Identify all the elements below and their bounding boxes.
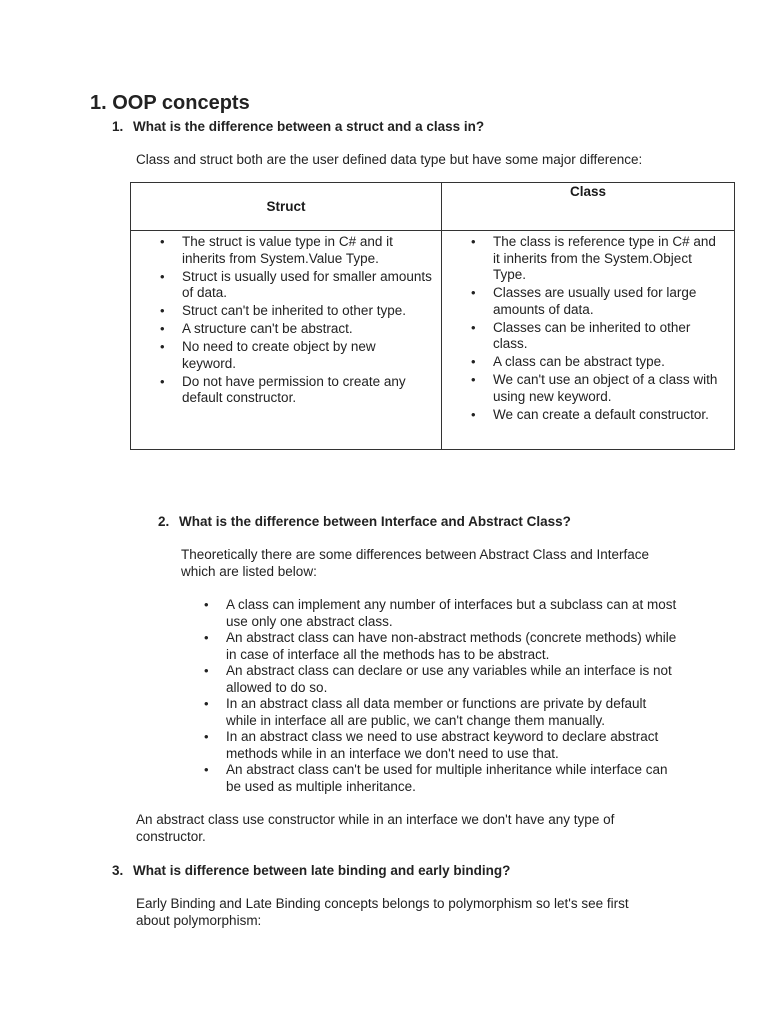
section-heading [90, 92, 250, 115]
question-1-number: 1. [112, 119, 124, 134]
list-item: • The struct is value type in C# and it inherits from System.Value Type. [182, 234, 433, 267]
question-1-intro: Class and struct both are the user defined data type but have some major difference: [136, 152, 643, 167]
list-item: • In an abstract class we need to use abstract keyword to declare abstract methods while in an interface we don't need to use that. [226, 729, 678, 762]
list-item: • A class can be abstract type. [493, 354, 726, 371]
list-item: • We can create a default constructor. [493, 407, 726, 424]
list-item: • The class is reference type in C# and it inherits from the System.Object Type. [493, 234, 726, 284]
list-item: • Struct can't be inherited to other type. [182, 303, 433, 320]
question-1-title: What is the difference between a struct and a class in? [133, 119, 485, 134]
struct-column-header: Struct [131, 183, 442, 231]
interface-abstract-list-container [226, 597, 686, 795]
question-3-intro: Early Binding and Late Binding concepts belongs to polymorphism so let's see first about polymorphism: [136, 896, 629, 928]
list-item: • Struct is usually used for smaller amounts of data. [182, 269, 433, 302]
question-2-number: 2. [158, 514, 170, 529]
list-item: • An abstract class can have non-abstract methods (concrete methods) while in case of interface all the methods has to be abstract. [226, 630, 678, 663]
question-1-heading [112, 119, 484, 134]
list-item: • We can't use an object of a class with using new keyword. [493, 372, 726, 405]
list-item: • A class can implement any number of interfaces but a subclass can at most use only one abstract class. [226, 597, 678, 630]
question-2-title: What is the difference between Interface and Abstract Class? [179, 514, 571, 529]
list-item: • No need to create object by new keyword. [182, 339, 433, 372]
list-item: • In an abstract class all data member or functions are private by default while in interface all are public, we can't change them manually. [226, 696, 678, 729]
question-2-heading [158, 514, 571, 529]
struct-cell [131, 231, 442, 450]
table-header-row [131, 183, 735, 231]
struct-class-comparison-table [130, 182, 735, 450]
class-list [442, 231, 734, 423]
question-3-number: 3. [112, 863, 124, 878]
list-item: • A structure can't be abstract. [182, 321, 433, 338]
class-cell [442, 231, 735, 450]
section-title: OOP concepts [112, 92, 250, 114]
class-column-header: Class [442, 183, 735, 231]
question-3-title: What is difference between late binding and early binding? [133, 863, 511, 878]
list-item: • An abstract class can declare or use any variables while an interface is not allowed to do so. [226, 663, 678, 696]
question-2-intro: Theoretically there are some differences between Abstract Class and Interface which are listed below: [181, 547, 649, 579]
list-item: • Classes are usually used for large amounts of data. [493, 285, 726, 318]
list-item: • Classes can be inherited to other class. [493, 320, 726, 353]
struct-list [131, 231, 441, 407]
list-item: • An abstract class can't be used for multiple inheritance while interface can be used as multiple inheritance. [226, 762, 678, 795]
interface-abstract-list [226, 597, 686, 795]
section-number: 1. [90, 92, 107, 114]
question-3-heading [112, 863, 510, 878]
question-2-outro: An abstract class use constructor while in an interface we don't have any type of constructor. [136, 812, 615, 844]
table-body-row [131, 231, 735, 450]
list-item: • Do not have permission to create any default constructor. [182, 374, 433, 407]
